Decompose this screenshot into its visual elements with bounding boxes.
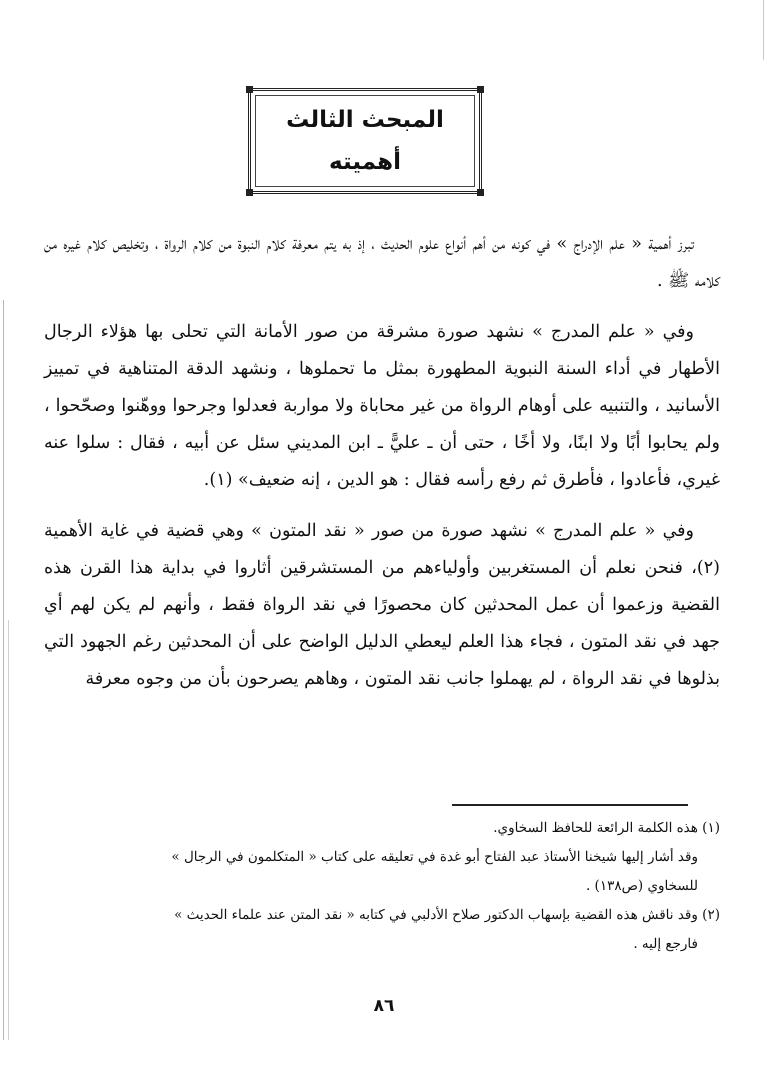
ornament-corner [477,86,484,93]
footnotes [44,814,720,959]
footnote-2-continuation: فارجع إليه . [633,936,698,952]
footnote-1-continuation: وقد أشار إليها شيخنا الأستاذ عبد الفتاح أبو غدة في تعليقه على كتاب « المتكلمون في الرجال » [171,849,698,865]
ornament-corner [477,189,484,196]
footnote-separator [452,804,688,806]
page-number: ٨٦ [373,996,395,1016]
scan-edge-line [3,300,4,1040]
paragraph: وفي « علم المدرج » نشهد صورة من صور « نقد المتون » وهي قضية في غاية الأهمية (٢)، فنحن نعلم أن المستغربين وأولياءهم من المستشرقين أثاروا في بداية هذا القرن هذه القضية وزعموا أن عمل المحدثين كان محصورًا في نقد الرواة فقط ، وأنهم لم يكن لهم أي جهد في نقد المتون ، فجاء هذا العلم ليعطي الدليل الواضح على أن المحدثين رغم الجهود التي بذلوها في نقد الرواة ، لم يهملوا جانب نقد المتون ، وهاهم يصرحون بأن من وجوه معرفة [44,521,720,689]
ornament-corner [246,86,253,93]
ornament-corner [246,189,253,196]
paragraph: وفي « علم المدرج » نشهد صورة مشرقة من صور الأمانة التي تحلى بها هؤلاء الرجال الأطهار في أداء السنة النبوية المطهورة بمثل ما تحملوها ، ونشهد الدقة المتناهية في تمييز الأسانيد ، والتنبيه على أوهام الرواة من غير محاباة ولا مواربة فعدلوا وجرحوا ووهّنوا وصحّحوا ، ولم يحابوا أبًا ولا ابنًا، ولا أخًا ، حتى أن ـ عليًّ ـ ابن المديني سئل عن أبيه ، فقال : سلوا عنه غيري، فأعادوا ، فأطرق ثم رفع رأسه فقال : هو الدين ، إنه ضعيف» (١). [44,322,720,490]
chapter-title-box [248,88,482,194]
chapter-title: المبحث الثالث [286,107,444,133]
footnote-2: (٢) وقد ناقش هذه القضية بإسهاب الدكتور صلاح الأدلبي في كتابه « نقد المتن عند علماء الحديث » [174,907,720,923]
paragraph: تبرز أهمية « علم الإدراج » في كونه من أهم أنواع علوم الحديث ، إذ به يتم معرفة كلام النبوة من كلام الرواة ، وتخليص كلام غيره من كلامه ﷺ . [44,234,720,291]
footnote-1-continuation: للسخاوي (ص١٣٨) . [585,878,698,894]
chapter-subtitle: أهميته [329,149,401,175]
main-text [44,226,720,712]
scan-edge-line [763,0,764,60]
scan-edge-line [8,620,9,1040]
footnote-1: (١) هذه الكلمة الرائعة للحافظ السخاوي. [493,820,720,836]
